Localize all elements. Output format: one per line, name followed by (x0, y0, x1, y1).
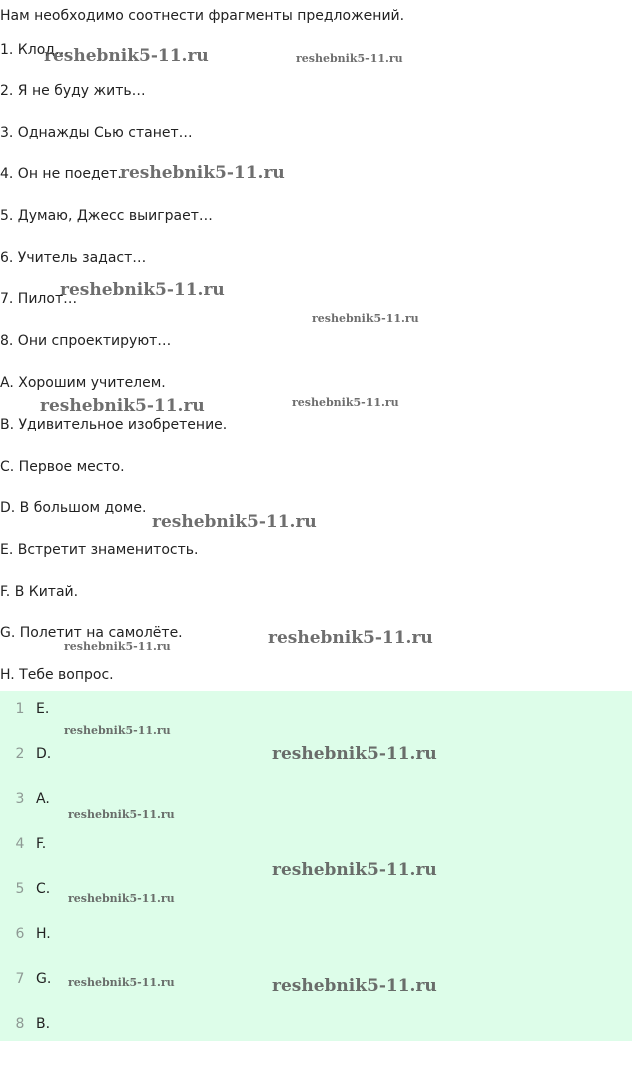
intro-text: Нам необходимо соотнести фрагменты предложений. (0, 8, 405, 24)
fragment-1: 1. Клод… (0, 42, 69, 58)
answer-value: G. (36, 971, 52, 987)
answer-value: E. (36, 701, 50, 717)
option-d: D. В большом доме. (0, 500, 147, 516)
watermark: reshebnik5-11.ru (296, 52, 403, 65)
answer-value: F. (36, 836, 47, 852)
watermark: reshebnik5-11.ru (64, 640, 171, 653)
option-h: H. Тебе вопрос. (0, 667, 114, 683)
answer-value: A. (36, 791, 50, 807)
answer-value: C. (36, 881, 51, 897)
fragment-5: 5. Думаю, Джесс выиграет… (0, 208, 213, 224)
watermark: reshebnik5-11.ru (40, 396, 205, 416)
fragment-7: 7. Пилот… (0, 291, 78, 307)
fragment-6: 6. Учитель задаст… (0, 250, 147, 266)
answer-number: 8 (15, 1016, 25, 1032)
option-c: C. Первое место. (0, 459, 125, 475)
watermark: reshebnik5-11.ru (272, 860, 437, 880)
answer-number: 2 (15, 746, 25, 762)
watermark: reshebnik5-11.ru (68, 892, 175, 905)
fragment-3: 3. Однажды Сью станет… (0, 125, 193, 141)
watermark: reshebnik5-11.ru (272, 976, 437, 996)
watermark: reshebnik5-11.ru (68, 808, 175, 821)
option-b: B. Удивительное изобретение. (0, 417, 228, 433)
answer-number: 1 (15, 701, 25, 717)
watermark: reshebnik5-11.ru (60, 280, 225, 300)
watermark: reshebnik5-11.ru (152, 512, 317, 532)
answer-value: H. (36, 926, 51, 942)
fragment-4: 4. Он не поедет. (0, 166, 122, 182)
answer-number: 5 (15, 881, 25, 897)
watermark: reshebnik5-11.ru (292, 396, 399, 409)
option-a: A. Хорошим учителем. (0, 375, 166, 391)
watermark: reshebnik5-11.ru (44, 46, 209, 66)
watermark: reshebnik5-11.ru (312, 312, 419, 325)
watermark: reshebnik5-11.ru (68, 976, 175, 989)
answer-value: D. (36, 746, 52, 762)
answer-value: B. (36, 1016, 51, 1032)
option-g: G. Полетит на самолёте. (0, 625, 183, 641)
option-f: F. В Китай. (0, 584, 79, 600)
option-e: E. Встретит знаменитость. (0, 542, 199, 558)
answer-number: 3 (15, 791, 25, 807)
watermark: reshebnik5-11.ru (120, 163, 285, 183)
answer-number: 7 (15, 971, 25, 987)
answer-number: 6 (15, 926, 25, 942)
fragment-2: 2. Я не буду жить… (0, 83, 146, 99)
watermark: reshebnik5-11.ru (64, 724, 171, 737)
watermark: reshebnik5-11.ru (272, 744, 437, 764)
answer-number: 4 (15, 836, 25, 852)
fragment-8: 8. Они спроектируют… (0, 333, 172, 349)
watermark: reshebnik5-11.ru (268, 628, 433, 648)
